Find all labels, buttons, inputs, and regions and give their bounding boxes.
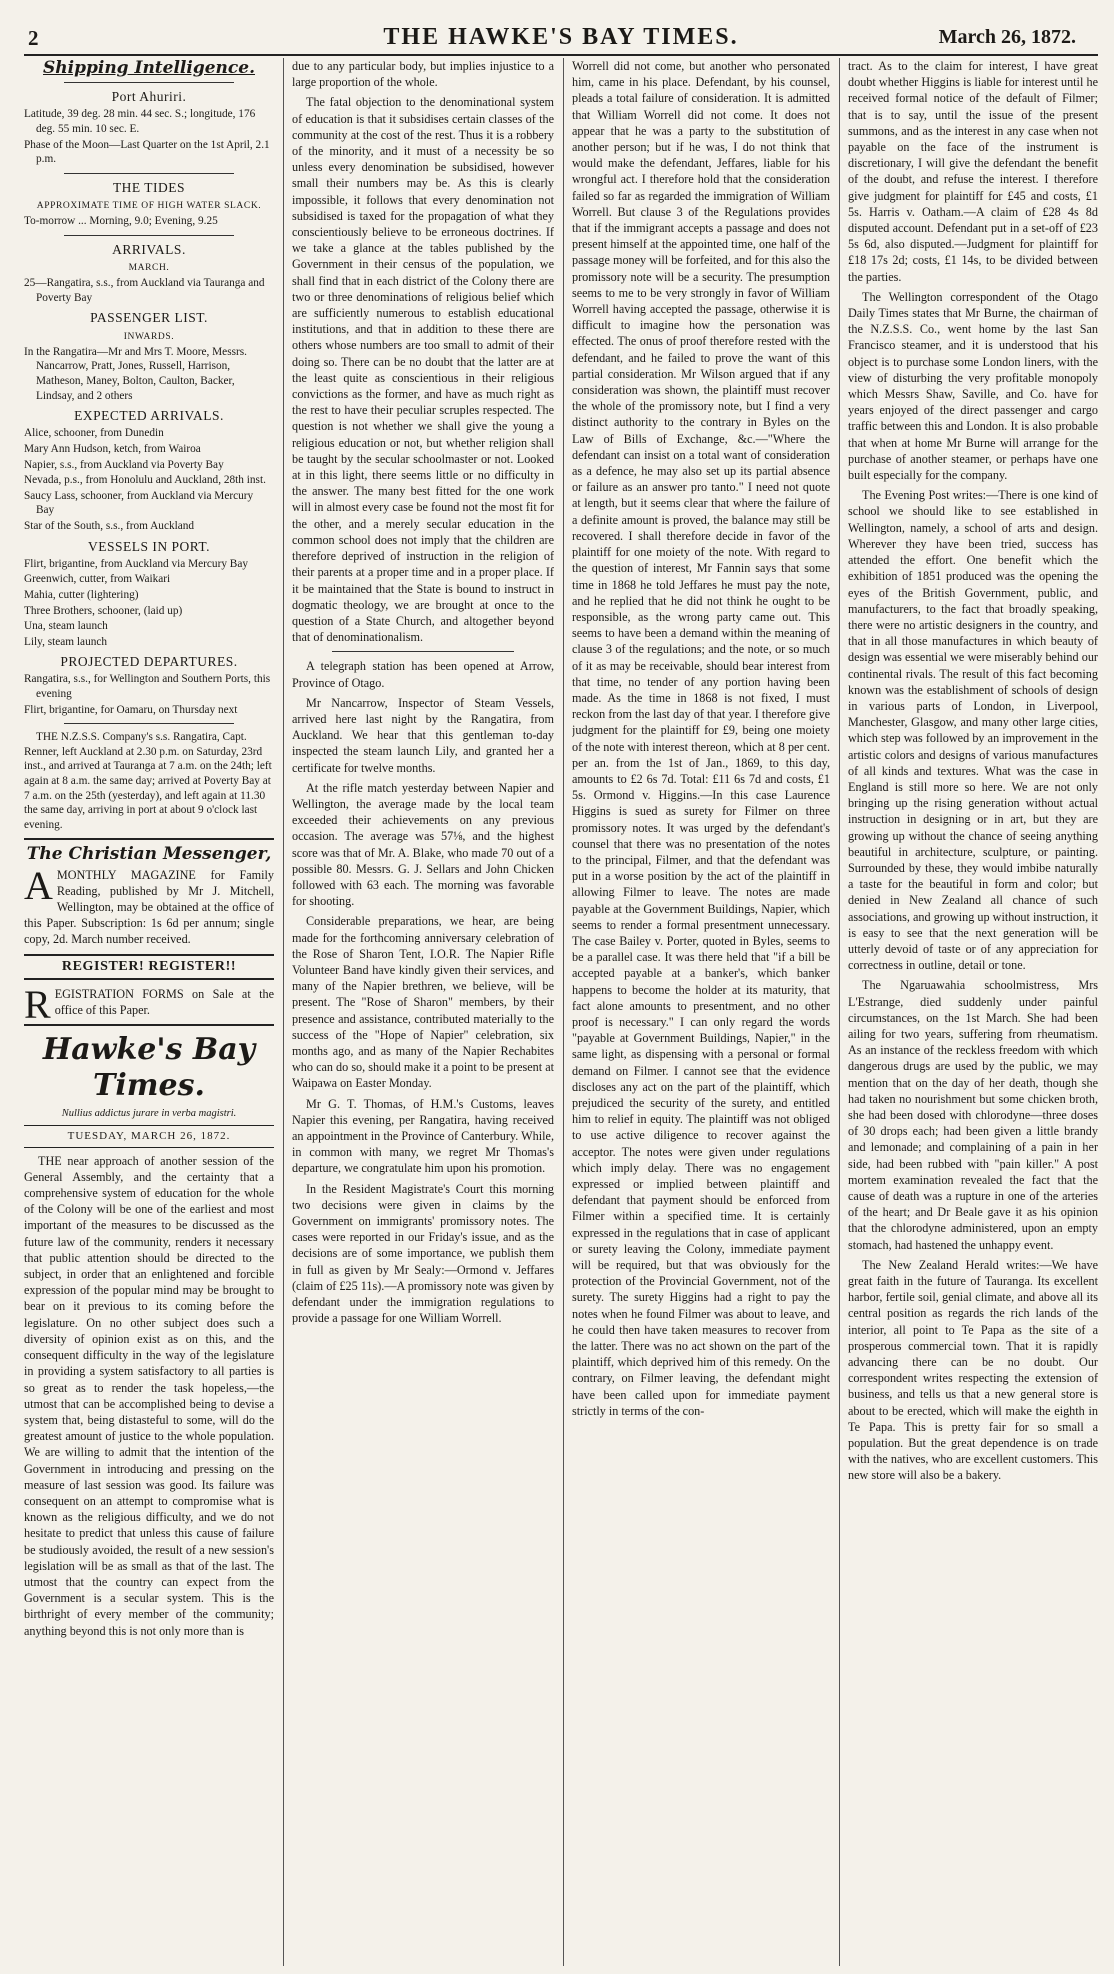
column-1 [24, 58, 274, 1966]
paragraph: A telegraph station has been opened at Arrow, Province of Otago. [292, 659, 554, 690]
paragraph: Worrell did not come, but another who personated him, came in his place. Defendant, by his counsel, pleads a total failure of consideration. It is admitted that William Worrell did not come. It does not appear that he was a party to the substitution of another person; but if he was, I do not think that would make the defendant, Jeffares, liable for his wrongful act. I therefore hold that the consideration failed so far as regarded the immigration of William Worrell. But clause 3 of the Regulations provides that if the immigrant accepts a passage and does not present himself at the appointed time, one half of the passage money will be forfeited, and for this also the promissory note will be a security. The presumption seems to me to be very strongly in favor of William Worrell having accepted the passage, otherwise it is difficult to imagine how the personation was effected. The onus of proof therefore rested with the defendant, and he failed to prove the want of this partial consideration. Mr Wilson argued that if any consideration was shown, the plaintiff must recover the whole of the promissory note, but I find a very distinct authority to the contrary in Byles on the Law of Bills of Exchange, &c.—"Where the defendant can insist on a total want of consideration as a defence, he may also set up its partial absence or failure as an answer pro tanto." I need not quote at length, but it seems clear that where the failure of a definite amount is proved, the balance may still be recovered. I shall therefore decide in favor of the plaintiff for one moiety of the note. With regard to the question of interest, Mr Fannin says that some time in 1868 he told Jeffares he must pay the note, and he replied that he did not think he ought to be responsible, as the wrong party came out. This seems to have been a demand within the meaning of clause 3 of the regulations; and the note, or so much of it as may be receivable, should bear interest from that time, no tender of any portion having been made. As the time in 1868 is not fixed, I must reckon from the last day of that year. I therefore give judgment for the plaintiff for £9, being one moiety of the note with interest thereon, which at 8 per cent. per an. from the 1st of Jan., 1869, to this day, amounts to £2 6s 7d. Total: £11 6s 7d and costs, £1 5s. Ormond v. Higgins.—In this case Laurence Higgins is sued as surety for Filmer on three promissory notes. It was urged by the defendant's counsel that there was no presentation of the notes to the principal, Filmer, and that the defendant was put in a worse position by the act of the plaintiff in allowing Filmer to leave. The notes are made payable at the Government Buildings, Napier, which seems to render a formal presentment unnecessary. The case Bailey v. Porter, quoted in Byles, seems to be a parallel case. It was there held that "if a bill be accepted payable at a banker's, which banker happens to become the holder at its maturity, that fact alone amounts to presentment, and no other proof is necessary." I can only regard the words "payable at Government Buildings, Napier," in the same light, as dispensing with a personal or formal demand on Filmer. I cannot see that the evidence discloses any act on the part of the plaintiff, which prejudiced the security of the surety, and entitled him to relief in equity. The plaintiff was not obliged to use active diligence to recover against the acceptor. The notes were given under regulations which imply delay. There was no engagement expressed or implied between plaintiff and defendant that payment should be enforced from Filmer within a specified time. It is certainly expressed in the regulations that in case of applicant or surety leaving the Colony, immediate payment will be required, but that was obviously for the protection of the Provincial Government, not of the surety. The surety Higgins had a right to pay the notes when he found Filmer was about to leave, and he could then have taken measures to recover from the latter. There was no act shown on the part of the plaintiff, which deprived him of this remedy. On the contrary, on Filmer leaving, the defendant might have been called upon for immediate payment strictly in terms of the con- [572, 59, 830, 1418]
vessel-item: Una, steam launch [24, 620, 108, 633]
column-2 [292, 58, 554, 1966]
divider [24, 1024, 274, 1026]
divider [64, 173, 234, 174]
issue-date-header: March 26, 1872. [938, 26, 1076, 48]
messenger-ad: MONTHLY MAGAZINE for Family Reading, published by Mr J. Mitchell, Wellington, may be obtained at the office of this Paper. Subscription: 1s 6d per annum; single copy, 2d. March number received. [24, 867, 274, 947]
port-heading: Port Ahuriri. [111, 89, 187, 105]
expected-item: Napier, s.s., from Auckland via Poverty Bay [24, 458, 224, 471]
paragraph: At the rifle match yesterday between Napier and Wellington, the average made by the local team exceeded their achievements on any previous occasion. The average was 57⅛, and the highest score was that of Mr. A. Blake, who made 70 out of a possible 80. Messrs. G. J. Sellars and John Chicken followed with 63 each. The morning was favorable for shooting. [292, 780, 554, 909]
messenger-heading: The Christian Messenger, [26, 844, 272, 865]
paragraph: The New Zealand Herald writes:—We have great faith in the future of Tauranga. Its excellent harbor, fertile soil, genial climate, and above all its central position as regards the rich lands of the interior, all point to Te Papa as the site of a prosperous commercial town. That it is rapidly advancing there can be no doubt. Our correspondent writes respecting the extension of business, and tells us that a new general store is about to be erected, which will make the eighth in Te Papa. This is pretty fair for so small a population. But the great dependence is on trade with the natives, who are excellent customers. This new store will also be a bakery. [848, 1257, 1098, 1483]
expected-item: Saucy Lass, schooner, from Auckland via Mercury Bay [24, 489, 254, 517]
masthead [24, 20, 1098, 56]
column-3 [572, 58, 830, 1966]
columns [24, 58, 1098, 1966]
arrivals-month: MARCH. [128, 262, 170, 273]
page-number: 2 [28, 26, 39, 50]
paragraph: due to any particular body, but implies injustice to a large proportion of the whole. [292, 59, 554, 90]
column-rule [839, 58, 840, 1966]
latitude-text: Latitude, 39 deg. 28 min. 44 sec. S.; longitude, 176 deg. 55 min. 10 sec. E. [24, 108, 256, 135]
vessels-heading: VESSELS IN PORT. [87, 538, 211, 554]
divider [24, 838, 274, 840]
column-4 [848, 58, 1098, 1966]
passenger-subheading: INWARDS. [123, 331, 175, 342]
tides-heading: THE TIDES [112, 179, 186, 195]
motto: Nullius addictus jurare in verba magistri. [61, 1108, 237, 1120]
expected-item: Star of the South, s.s., from Auckland [24, 519, 195, 532]
expected-item: Nevada, p.s., from Honolulu and Auckland, 28th inst. [24, 474, 266, 487]
expected-item: Mary Ann Hudson, ketch, from Wairoa [24, 442, 201, 455]
drop-cap: A [24, 862, 53, 908]
expected-item: Alice, schooner, from Dunedin [24, 427, 164, 440]
paragraph: The Ngaruawahia schoolmistress, Mrs L'Estrange, died suddenly under painful circumstances, on the 1st March. She had been ailing for two years, suffering from rheumatism. As an instance of the reckless freedom with which dangerous drugs are used by the public, we may mention that on the day of her death, though she had taken no nourishment but some chicken broth, she had been dosed with chlorodyne—three doses of 30 drops each; had been given a little brandy and lemonade; and complaining of a pain in her side, had been rubbed with "pain killer." A post mortem examination revealed the fact that the cause of death was a rupture in one of the arteries of the heart; and Dr Beale gave it as his opinion that the chlorodyne administered, upon an empty stomach, had hastened the unhappy event. [848, 978, 1098, 1252]
vessel-item: Mahia, cutter (lightering) [24, 588, 139, 601]
paragraph: Mr G. T. Thomas, of H.M.'s Customs, leaves Napier this evening, per Rangatira, having received an appointment in the Province of Canterbury. While, in common with many, we regret Mr Thomas's departure, we congratulate him upon his promotion. [292, 1096, 554, 1176]
arrival-item: 25—Rangatira, s.s., from Auckland via Tauranga and Poverty Bay [24, 277, 265, 304]
vessel-item: Lily, steam launch [24, 635, 108, 648]
moon-text: Phase of the Moon—Last Quarter on the 1st April, 2.1 p.m. [24, 138, 270, 166]
departure-item: Rangatira, s.s., for Wellington and Southern Ports, this evening [24, 673, 271, 701]
column-rule [563, 58, 564, 1966]
passenger-heading: PASSENGER LIST. [90, 310, 208, 326]
divider [64, 723, 234, 724]
paragraph: In the Resident Magistrate's Court this morning two decisions were given in claims by the Government on immigrants' promissory notes. The cases were reported in our Friday's issue, and as the decisions are of some importance, we publish them in full as given by Mr Sealy:—Ormond v. Jeffares (claim of £25 11s).—A promissory note was given by defendant under the immigration regulations to provide a passage for one William Worrell. [292, 1181, 554, 1326]
paper-title: Hawke's Bay Times. [42, 1032, 256, 1104]
departures-heading: PROJECTED DEPARTURES. [60, 654, 238, 670]
arrivals-heading: ARRIVALS. [112, 241, 186, 257]
paragraph: tract. As to the claim for interest, I have great doubt whether Higgins is liable for interest until he received formal notice of the default of Filmer; that is to say, until the issue of the present summons, and as the interest in any case when not payable on the face of the instrument is discretionary, I will give the defendant the benefit of the doubt, and refuse the interest. I therefore give judgment for plaintiff for £45 and costs, £1 5s. Harris v. Oatham.—A claim of £28 4s 8d disputed account. Defendant put in a set-off of £23 5s 6d, also disputed.—Judgment for plaintiff for £18 17s 2d; costs, £1 14s, to be divided between the parties. [848, 59, 1098, 284]
register-heading: REGISTER! REGISTER!! [24, 954, 274, 980]
issue-date: TUESDAY, MARCH 26, 1872. [24, 1125, 274, 1147]
expected-heading: EXPECTED ARRIVALS. [74, 408, 224, 424]
paragraph: The Wellington correspondent of the Otago Daily Times states that Mr Burne, the chairman of the N.Z.S.S. Co., went home by the last San Francisco steamer, and it is understood that his object is to purchase some London liners, with the view of disturbing the very profitable monopoly which Messrs Shaw, Saville, and Co. have for years enjoyed of the direct passenger and cargo traffic between this and London. It is also probable that when at home Mr Burne will arrange for the purchase of another steamer, or perhaps have one built especially for the company. [848, 289, 1098, 483]
departure-item: Flirt, brigantine, for Oamaru, on Thursday next [24, 703, 238, 716]
divider [64, 235, 234, 236]
tides-subheading: APPROXIMATE TIME OF HIGH WATER SLACK. [36, 200, 262, 211]
vessel-item: Greenwich, cutter, from Waikari [24, 573, 171, 586]
leader-article: THE near approach of another session of the General Assembly, and the certainty that a comprehensive system of education for the whole of the Colony will be one of the earliest and most important of the measures to be discussed as the future law of the community, renders it necessary that public attention should be directed to the subject, in order that an enlightened and forcible expression of the popular mind may be brought to bear on it previous to its coming before the legislature. On no other subject does such a diversity of opinion exist as on this, and the consequent difficulty in the way of the legislature in providing a system satisfactory to all parties is so great as to render the task hopeless,—the utmost that can be accomplished being to devise a system that, being distasteful to some, will do the greatest amount of justice to the whole population. We are willing to admit that the intention of the Government in introducing and pressing on the measure of last session was good. Its failure was consequent on an attempt to compromise what is known as the religious difficulty, and we do not hesitate to predict that unless this cause of failure be studiously avoided, the result of a new session's legislation will be as small as that of the last. The utmost that the country can expect from the Government is a secular system. This is the birthright of every member of the community; anything beyond this is not only more than is [24, 1153, 274, 1638]
vessel-item: Flirt, brigantine, from Auckland via Mercury Bay [24, 557, 249, 570]
vessel-item: Three Brothers, schooner, (laid up) [24, 604, 183, 617]
newspaper-title: THE HAWKE'S BAY TIMES. [383, 24, 739, 50]
passenger-item: In the Rangatira—Mr and Mrs T. Moore, Messrs. Nancarrow, Pratt, Jones, Russell, Harrison, Matheson, Maney, Bolton, Caulton, Backer, Lindsay, and 2 others [24, 345, 247, 402]
divider [332, 651, 514, 652]
paragraph: Mr Nancarrow, Inspector of Steam Vessels, arrived here last night by the Rangatira, from Auckland. We hear that this gentleman to-day inspected the steam launch Lily, and granted her a certificate for twelve months. [292, 695, 554, 775]
drop-cap: R [24, 981, 51, 1027]
register-ad: EGISTRATION FORMS on Sale at the office of this Paper. [54, 986, 274, 1018]
shipping-heading: Shipping Intelligence. [43, 58, 255, 78]
nzss-notice: THE N.Z.S.S. Company's s.s. Rangatira, Capt. Renner, left Auckland at 2.30 p.m. on Saturday, 23rd inst., and arrived at Tauranga at 7 a.m. on the 24th; left again at 8 a.m. the same day; arrived at Poverty Bay at 7 a.m. on the 25th (yesterday), and left again at 11.30 the same day, arriving in port at about 9 o'clock last evening. [24, 731, 272, 831]
paragraph: The Evening Post writes:—There is one kind of school we should like to see established in Wellington, namely, a school of arts and design. Wherever they have been tried, success has attended the effort. One benefit which the exhibition of 1851 produced was the opening the eyes of the British Government, public, and manufacturers, to the fact that broadly speaking, there were no artistic designers in the country, and that in all those manufactures in which beauty of design was essential we were miserably behind our continental rivals. The result of this fact becoming known was the establishment of schools of design in various parts of London, in Liverpool, Manchester, Glasgow, and many other large cities, which step was followed by an improvement in the artistic colors and designs of various manufactures of all kinds and textures. What was the case in England is still more so here. We are not only bringing up the rising generation without actual instruction in designing or in art, but they are growing up without the chance of seeing anything beautiful in architecture, sculpture, or painting. Surrounded by these, they would imbibe naturally a taste for the beautiful in form and color; but denied in New Zealand all chance of such associations, and growing up without instruction, it is easy to see that the next generation will be utterly devoid of taste or of any appreciation for correctness in outline, detail or tone. [848, 488, 1098, 973]
divider [64, 82, 234, 83]
paragraph: Considerable preparations, we hear, are being made for the forthcoming anniversary celebration of the Rose of Sharon Tent, I.O.R. The Napier Rifle Volunteer Band have kindly given their services, and many of the Napier brethren, we believe, will be present. The "Rose of Sharon" members, by their presence and assistance, contributed materially to the success of the "Hope of Napier" celebration, six months ago, and as many of the Napier Rechabites who can do so, should make it a point to be present at Waipawa on Easter Monday. [292, 914, 554, 1091]
tides-text: To-morrow ... Morning, 9.0; Evening, 9.25 [24, 215, 218, 228]
paragraph: The fatal objection to the denominational system of education is that it subsidises certain classes of the community at the cost of the rest. Thus it is a robbery of the minority, and it must of a necessity be so unless every denomination be subsidised, however small their numbers may be. As this is clearly impossible, it follows that every denomination not subsidised is taxed for the propagation of what they conscientiously believe to be erroneous doctrines. If we take a glance at the tables published by the Government in their census of the population, we shall find that in each district of the Colony there are two or three denominations of religious belief which are sufficiently numerous to establish educational institutions, and that in addition to these there are others whose numbers are too small to admit of their doing so. There can be no doubt that the latter are at the least quite as conscientious in their religious convictions as the former, and have as much right as the rest to have their peculiar scruples respected. The question is not whether we shall give the young a religious education or not, but whether religion shall be taught by the secular schoolmaster or not. Looked at in this light, there seems little or no difficulty in the answer. The many best fitted for the one work will in almost every case be found not the most fit for the other, and a merely secular education in the common school does not imply that the children are therefore deprived of instruction in the religion of their parents at a proper time and in a proper place. If it be maintained that the State is bound to instruct in dogmatic theology, we are brought at once to the question of a State Church, and altogether beyond that of denominationalism. [292, 95, 554, 645]
column-rule [283, 58, 284, 1966]
